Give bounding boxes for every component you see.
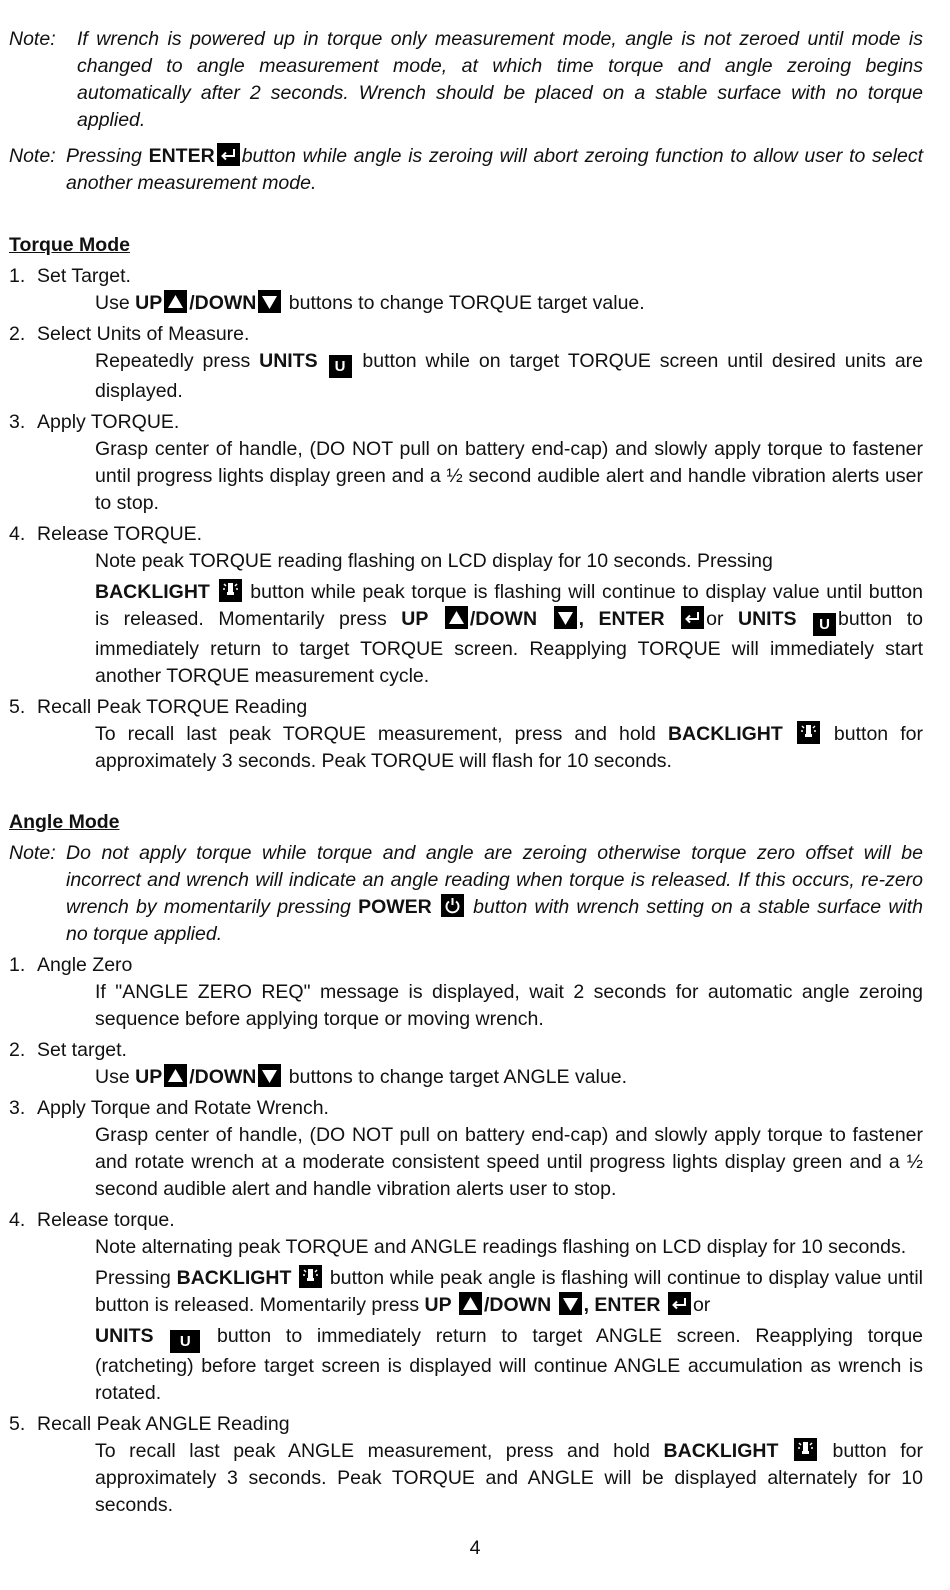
up-arrow-icon (459, 1292, 482, 1315)
note-angle-zeroing (9, 26, 923, 134)
torque-step-1 (9, 263, 923, 290)
note-label: Note: (9, 842, 56, 864)
angle-step-5 (9, 1411, 923, 1438)
step-number: 1. (9, 265, 26, 287)
step-title: Apply Torque and Rotate Wrench. (37, 1097, 329, 1119)
step-number: 5. (9, 1413, 26, 1435)
power-icon (441, 894, 464, 917)
up-arrow-icon (164, 290, 187, 313)
angle-step-2 (9, 1037, 923, 1064)
torque-step-5 (9, 694, 923, 721)
note-text: Pressing ENTER button while angle is zeroing will abort zeroing function to allow user to select another measurement mode. (66, 145, 923, 194)
backlight-icon (219, 579, 242, 602)
torque-mode-heading: Torque Mode (9, 234, 130, 256)
step-number: 4. (9, 523, 26, 545)
step-number: 2. (9, 323, 26, 345)
power-key-label: POWER (358, 896, 432, 918)
note-text: Do not apply torque while torque and angle are zeroing otherwise torque zero offset will be incorrect and wrench will indicate an angle reading when torque is released. If this occurs, re-zero wrench by momentarily pressing POWER button with wrench setting on a stable surface with no torque applied. (66, 842, 923, 945)
step-title: Set target. (37, 1039, 127, 1061)
angle-step-4 (9, 1207, 923, 1234)
angle-step-4-body: Note alternating peak TORQUE and ANGLE readings flashing on LCD display for 10 seconds. Pressing BACKLIGHT button while peak angle is flashing will continue to display value until button is released. Momentarily press UP /DOWN , ENTER or UNITS U button to immediately return to target ANGLE screen. Reapplying torque (ratcheting) before target screen is displayed will continue ANGLE accumulation as wrench is rotated. (95, 1236, 924, 1404)
note-text: If wrench is powered up in torque only measurement mode, angle is not zeroed until mode is changed to angle measurement mode, at which time torque and angle zeroing begins automatically after 2 seconds. Wrench should be placed on a stable surface with no torque applied. (77, 28, 923, 131)
step-number: 3. (9, 411, 26, 433)
units-icon: U (813, 613, 836, 636)
step-number: 4. (9, 1209, 26, 1231)
step-number: 1. (9, 954, 26, 976)
down-arrow-icon (258, 1064, 281, 1087)
units-icon: U (170, 1330, 200, 1353)
down-arrow-icon (554, 606, 577, 629)
step-number: 2. (9, 1039, 26, 1061)
up-arrow-icon (445, 606, 468, 629)
note-label: Note: (9, 28, 56, 50)
step-title: Angle Zero (37, 954, 133, 976)
step-title: Recall Peak TORQUE Reading (37, 696, 308, 718)
units-icon: U (329, 355, 352, 378)
torque-step-4 (9, 521, 923, 548)
step-title: Set Target. (37, 265, 131, 287)
note-label: Note: (9, 145, 56, 167)
step-number: 5. (9, 696, 26, 718)
angle-step-3-body: Grasp center of handle, (DO NOT pull on battery end-cap) and slowly apply torque to fastener and rotate wrench at a moderate consistent speed until progress lights display green and a ½ second audible alert and handle vibration alerts user to stop. (95, 1124, 923, 1200)
enter-icon (217, 143, 240, 166)
angle-step-1 (9, 952, 923, 979)
torque-step-3-body: Grasp center of handle, (DO NOT pull on battery end-cap) and slowly apply torque to fastener until progress lights display green and a ½ second audible alert and handle vibration alerts user to stop. (95, 438, 923, 514)
page-number: 4 (469, 1537, 481, 1559)
step-title: Apply TORQUE. (37, 411, 180, 433)
torque-step-5-body: To recall last peak TORQUE measurement, press and hold BACKLIGHT button for approximately 3 seconds. Peak TORQUE will flash for 10 seconds. (95, 723, 923, 772)
angle-step-5-body: To recall last peak ANGLE measurement, press and hold BACKLIGHT button for approximately 3 seconds. Peak TORQUE and ANGLE will be displayed alternately for 10 seconds. (95, 1440, 924, 1516)
enter-icon (681, 606, 704, 629)
step-title: Release torque. (37, 1209, 175, 1231)
angle-step-2-body: Use UP /DOWN buttons to change target ANGLE value. (95, 1066, 627, 1088)
note-angle-zero-offset (9, 840, 923, 948)
down-arrow-icon (559, 1292, 582, 1315)
manual-page (9, 26, 923, 1519)
torque-step-3 (9, 409, 923, 436)
angle-mode-heading: Angle Mode (9, 811, 120, 833)
note-enter-abort (9, 143, 923, 197)
angle-step-3 (9, 1095, 923, 1122)
torque-step-2-body: Repeatedly press UNITS U button while on target TORQUE screen until desired units are displayed. (95, 350, 924, 402)
torque-step-4-body: Note peak TORQUE reading flashing on LCD display for 10 seconds. Pressing BACKLIGHT button while peak torque is flashing will continue to display value until button is released. Momentarily press UP /DOWN , ENTER or UNITS U button to immediately return to target TORQUE screen. Reapplying TORQUE will immediately start another TORQUE measurement cycle. (95, 550, 924, 687)
enter-key-label: ENTER (148, 145, 215, 167)
step-title: Release TORQUE. (37, 523, 203, 545)
down-arrow-icon (258, 290, 281, 313)
up-arrow-icon (164, 1064, 187, 1087)
step-number: 3. (9, 1097, 26, 1119)
step-title: Recall Peak ANGLE Reading (37, 1413, 290, 1435)
backlight-icon (797, 721, 820, 744)
torque-step-1-body: Use UP /DOWN buttons to change TORQUE target value. (95, 292, 645, 314)
backlight-icon (794, 1438, 817, 1461)
angle-step-1-body: If "ANGLE ZERO REQ" message is displayed, wait 2 seconds for automatic angle zeroing sequence before applying torque or moving wrench. (95, 981, 923, 1030)
step-title: Select Units of Measure. (37, 323, 250, 345)
torque-step-2 (9, 321, 923, 348)
enter-icon (668, 1292, 691, 1315)
backlight-icon (299, 1265, 322, 1288)
